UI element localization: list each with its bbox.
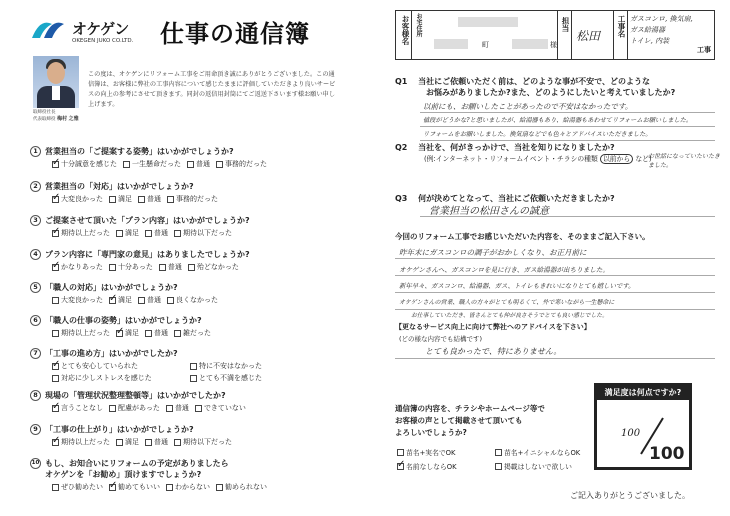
- question-options: [52, 295, 218, 305]
- answer-line: [395, 292, 715, 293]
- question-text: 「工事の仕上がり」はいかがでしょうか?: [45, 425, 194, 434]
- left-page: オケゲン OKEGEN JUKO CO.LTD. 仕事の通信簿 取締役社長 代表取締役 梅村 之雅 この度は、オケゲンにリフォーム工事をご用命頂き誠にありがとうございました。この通信簿は、お客様に弊社の工事内容について感じたままに評価していただきより良いサービスの向上の参考にさせて頂きます。同封の返信用封筒にてご返送下さいます様お願い申し上げます。 1 営業担当の「ご提案する姿勢」はいかがでしょうか? ✓ 十分誠意を感じた 一生懸命だった 普通 事務的だった 2 営業担当の「対応」はいかがでしょうか? ✓ 大変良かった 満足 普通 事務的だった 3 ご提案させて頂いた「プラン内容」はいかがでしょうか? ✓ 期待以上だった 満足 普通 期待以下だった 4 プラン内容に「専門家の意見」はありましたでしょうか? ✓ かなりあった 十分あった 普通 殆どなかった 5 「職人の対応」はいかがでしょうか? 大変良かった ✓ 満足 普通 良くなかった 6 「職人の仕事の姿勢」はいかがでしょうか? 期待以上だった ✓ 満足 普通 雑だった 7 「工事の進め方」はいかがでしたか? ✓ とても安心していられた 特に不安はなかった 対応に少しストレスを感じた とても不満を感じた 8 現場の「管理状況整理整頓等」はいかがでしたか? ✓ 言うことなし 配慮があった 普通 できていない 9 「工事の仕上がり」はいかがでしょうか? ✓ 期待以上だった 満足 普通 期待以下だった 10 もし、お知合いにリフォームの予定がありましたら オケゲンを「お勧め」頂けますでしょうか? ぜひ勧めたい ✓ 勧めてもいい わからない 勧められない: [0, 0, 365, 516]
- customer-name-cell: 町 様: [428, 11, 558, 59]
- option-1[interactable]: ✓ 期待以上だった: [52, 228, 110, 238]
- logo-name: オケゲン: [72, 20, 129, 38]
- company-logo: [30, 14, 150, 54]
- option-2[interactable]: 配慮があった: [109, 403, 160, 413]
- publish-option-2[interactable]: 苗名+イニシャルならOK: [495, 447, 580, 457]
- option-3[interactable]: 普通: [187, 159, 210, 169]
- answer-line: [395, 258, 715, 259]
- satisfaction-score-box: [594, 383, 692, 470]
- option-3[interactable]: 普通: [145, 437, 168, 447]
- question-text: プラン内容に「専門家の意見」はありましたでしょうか?: [45, 250, 250, 259]
- option-1[interactable]: ✓ 言うことなし: [52, 403, 103, 413]
- question-text: 営業担当の「ご提案する姿勢」はいかがでしょうか?: [45, 147, 234, 156]
- option-1[interactable]: ✓ かなりあった: [52, 262, 103, 272]
- q1-answer-2: 値段がどうかな?と思いましたが、給湯器もあり、給湯器もあわせてリフォームお願いしました。: [423, 117, 693, 124]
- option-2[interactable]: 十分あった: [109, 262, 153, 272]
- option-4[interactable]: 事務的だった: [167, 194, 218, 204]
- q2-note: お世話になっていたいたきました。: [648, 153, 721, 169]
- q1-answer-3: リフォームをお願いしました。換気扇などでも色々とアドバイスいただきました。: [423, 131, 652, 138]
- right-question-3: Q3 何が決めてとなって、当社にご依頼いただきましたか?: [395, 194, 615, 203]
- answer-line: [420, 126, 715, 127]
- q3-answer: 営業担当の松田さんの誠意: [429, 206, 549, 217]
- option-2[interactable]: 特に不安はなかった: [190, 361, 262, 371]
- publish-question-line2: お客様の声として掲載させて頂いても: [395, 416, 523, 425]
- question-text-2: オケゲンを「お勧め」頂けますでしょうか?: [45, 470, 202, 479]
- answer-line: [420, 112, 715, 113]
- answer-line: [395, 275, 715, 276]
- option-1[interactable]: 大変良かった: [52, 295, 103, 305]
- question-options: [52, 482, 267, 492]
- option-3[interactable]: 普通: [159, 262, 182, 272]
- question-text: ご提案させて頂いた「プラン内容」はいかがでしょうか?: [45, 216, 250, 225]
- redacted-address-2: [512, 39, 548, 49]
- option-4[interactable]: 勧められない: [216, 482, 267, 492]
- redacted-address: [434, 39, 468, 49]
- question-text: もし、お知合いにリフォームの予定がありましたら: [45, 459, 229, 468]
- publish-option-1[interactable]: 苗名+実名でOK: [397, 447, 495, 457]
- customer-info-table: [395, 10, 715, 60]
- score-max: 100: [649, 444, 685, 464]
- option-3[interactable]: 対応に少しストレスを感じた: [52, 373, 182, 383]
- rep-value: 松田: [572, 11, 614, 59]
- advice-subtitle: (どの様な内容でも結構です): [399, 335, 483, 343]
- question-options: [52, 262, 239, 272]
- option-2[interactable]: ✓ 勧めてもいい: [109, 482, 160, 492]
- publish-options: [397, 445, 597, 473]
- question-options: [52, 194, 218, 204]
- option-4[interactable]: 雑だった: [174, 328, 211, 338]
- option-4[interactable]: 事務的だった: [216, 159, 267, 169]
- q1-answer-1: 以前にも、お願いしたことがあったので不安はなかったです。: [423, 102, 633, 111]
- right-page: [365, 0, 730, 516]
- publish-question-line3: よろしいでしょうか?: [395, 428, 467, 437]
- logo-mark-icon: [30, 18, 70, 40]
- question-options: [52, 228, 232, 238]
- work-label: 工事名: [614, 11, 628, 59]
- option-2[interactable]: 満足: [116, 437, 139, 447]
- option-3[interactable]: 普通: [145, 328, 168, 338]
- representative-caption: 取締役社長 代表取締役 梅村 之雅: [33, 110, 79, 122]
- customer-label: お客様名: [396, 11, 412, 59]
- option-1[interactable]: ぜひ勧めたい: [52, 482, 103, 492]
- option-3[interactable]: 普通: [166, 403, 189, 413]
- option-4[interactable]: 殆どなかった: [188, 262, 239, 272]
- question-options: [52, 159, 267, 169]
- representative-photo: [33, 56, 79, 108]
- option-4[interactable]: 期待以下だった: [174, 228, 232, 238]
- question-text: 「職人の対応」はいかがでしょうか?: [45, 283, 178, 292]
- answer-line: [420, 140, 715, 141]
- question-text: 営業担当の「対応」はいかがでしょうか?: [45, 182, 194, 191]
- thanks-text: ご記入ありがとうございました。: [570, 491, 690, 500]
- option-2[interactable]: 満足: [109, 194, 132, 204]
- option-4[interactable]: とても不満を感じた: [190, 373, 262, 383]
- score-value: 100: [621, 428, 641, 439]
- free-answer-5: お仕事していただき、皆さんとても仲が良さそうでとても良い感じでした。: [411, 313, 608, 319]
- option-3[interactable]: 普通: [145, 228, 168, 238]
- address-column: [412, 11, 428, 59]
- redacted-name: [458, 17, 518, 27]
- option-1[interactable]: ✓ とても安心していられた: [52, 361, 182, 371]
- publish-option-4[interactable]: 掲載はしないで欲しい: [495, 461, 572, 471]
- option-4[interactable]: 期待以下だった: [174, 437, 232, 447]
- publish-option-3[interactable]: ✓ 名前なしならOK: [397, 461, 495, 471]
- score-title: 満足度は何点ですか?: [597, 386, 689, 400]
- option-2[interactable]: 満足: [116, 228, 139, 238]
- option-3[interactable]: 普通: [138, 194, 161, 204]
- publish-question-line1: 通信簿の内容を、チラシやホームページ等で: [395, 404, 545, 413]
- free-comment-title: 今回のリフォーム工事でお感じいただいた内容を、そのままご記入下さい。: [395, 232, 650, 241]
- option-1[interactable]: ✓ 期待以上だった: [52, 437, 110, 447]
- option-3[interactable]: わからない: [166, 482, 210, 492]
- free-answer-4: オケゲンさんの営業、職人の方々がとても明るくて、外で寒いながら一生懸命に: [399, 299, 615, 306]
- question-options: [52, 328, 211, 338]
- option-2[interactable]: ✓ 満足: [109, 295, 132, 305]
- option-2[interactable]: 一生懸命だった: [123, 159, 181, 169]
- question-options: [52, 437, 232, 447]
- page-title: 仕事の通信簿: [160, 20, 310, 48]
- free-answer-1: 昨年末にガスコンロの調子がおかしくなり、お正月前に: [399, 248, 587, 257]
- right-question-1: Q1 当社にご依頼いただく前は、どのような事が不安で、どのような: [395, 77, 651, 86]
- work-value: ガスコンロ, 換気扇, ガス給湯器 トイレ, 内装 工事: [630, 15, 711, 54]
- q2-example: (例:インターネット・リフォームイベント・チラシの種類 以前から など): [424, 155, 652, 163]
- question-text: 「工事の進め方」はいかがでしたか?: [45, 349, 178, 358]
- question-text: 現場の「管理状況整理整頓等」はいかがでしたか?: [45, 391, 226, 400]
- question-options: [52, 360, 352, 384]
- right-question-1-line2: お悩みがありましたか?また、どのようにしたいと考えていましたか?: [426, 88, 676, 97]
- right-question-2: Q2 当社を、何がきっかけで、当社を知りになりましたか?: [395, 143, 615, 152]
- advice-title: 【更なるサービス向上に向けて弊社へのアドバイスを下さい】: [395, 323, 591, 331]
- logo-subtitle: OKEGEN JUKO CO.LTD.: [72, 38, 134, 44]
- address-label: お宅住所: [415, 13, 422, 37]
- greeting-text: この度は、オケゲンにリフォーム工事をご用命頂き誠にありがとうございました。この通信簿は、お客様に弊社の工事内容について感じたままに評価していただきより良いサービスの向上の参考にさせて頂きます。同封の返信用封筒にてご返送下さいます様お願い申し上げます。: [88, 71, 336, 108]
- option-1[interactable]: ✓ 十分誠意を感じた: [52, 159, 117, 169]
- option-2[interactable]: ✓ 満足: [116, 328, 139, 338]
- rep-label: 担当: [558, 11, 572, 59]
- option-4[interactable]: 良くなかった: [167, 295, 218, 305]
- free-answer-3: 新年早々、ガスコンロ、給湯器、ガス、トイレもきれいになりとても嬉しいです。: [399, 282, 635, 290]
- advice-answer: とても良かったで、特にありません。: [425, 347, 562, 356]
- answer-line: [395, 358, 715, 359]
- free-answer-2: オケゲンさんへ、ガスコンロを見に行き、ガス給湯器が出ちりました。: [399, 266, 610, 274]
- option-1[interactable]: 期待以上だった: [52, 328, 110, 338]
- option-4[interactable]: できていない: [195, 403, 246, 413]
- question-text: 「職人の仕事の姿勢」はいかがでしょうか?: [45, 316, 202, 325]
- q2-circled-answer: 以前から: [600, 154, 633, 164]
- question-options: [52, 403, 246, 413]
- option-3[interactable]: 普通: [138, 295, 161, 305]
- option-1[interactable]: ✓ 大変良かった: [52, 194, 103, 204]
